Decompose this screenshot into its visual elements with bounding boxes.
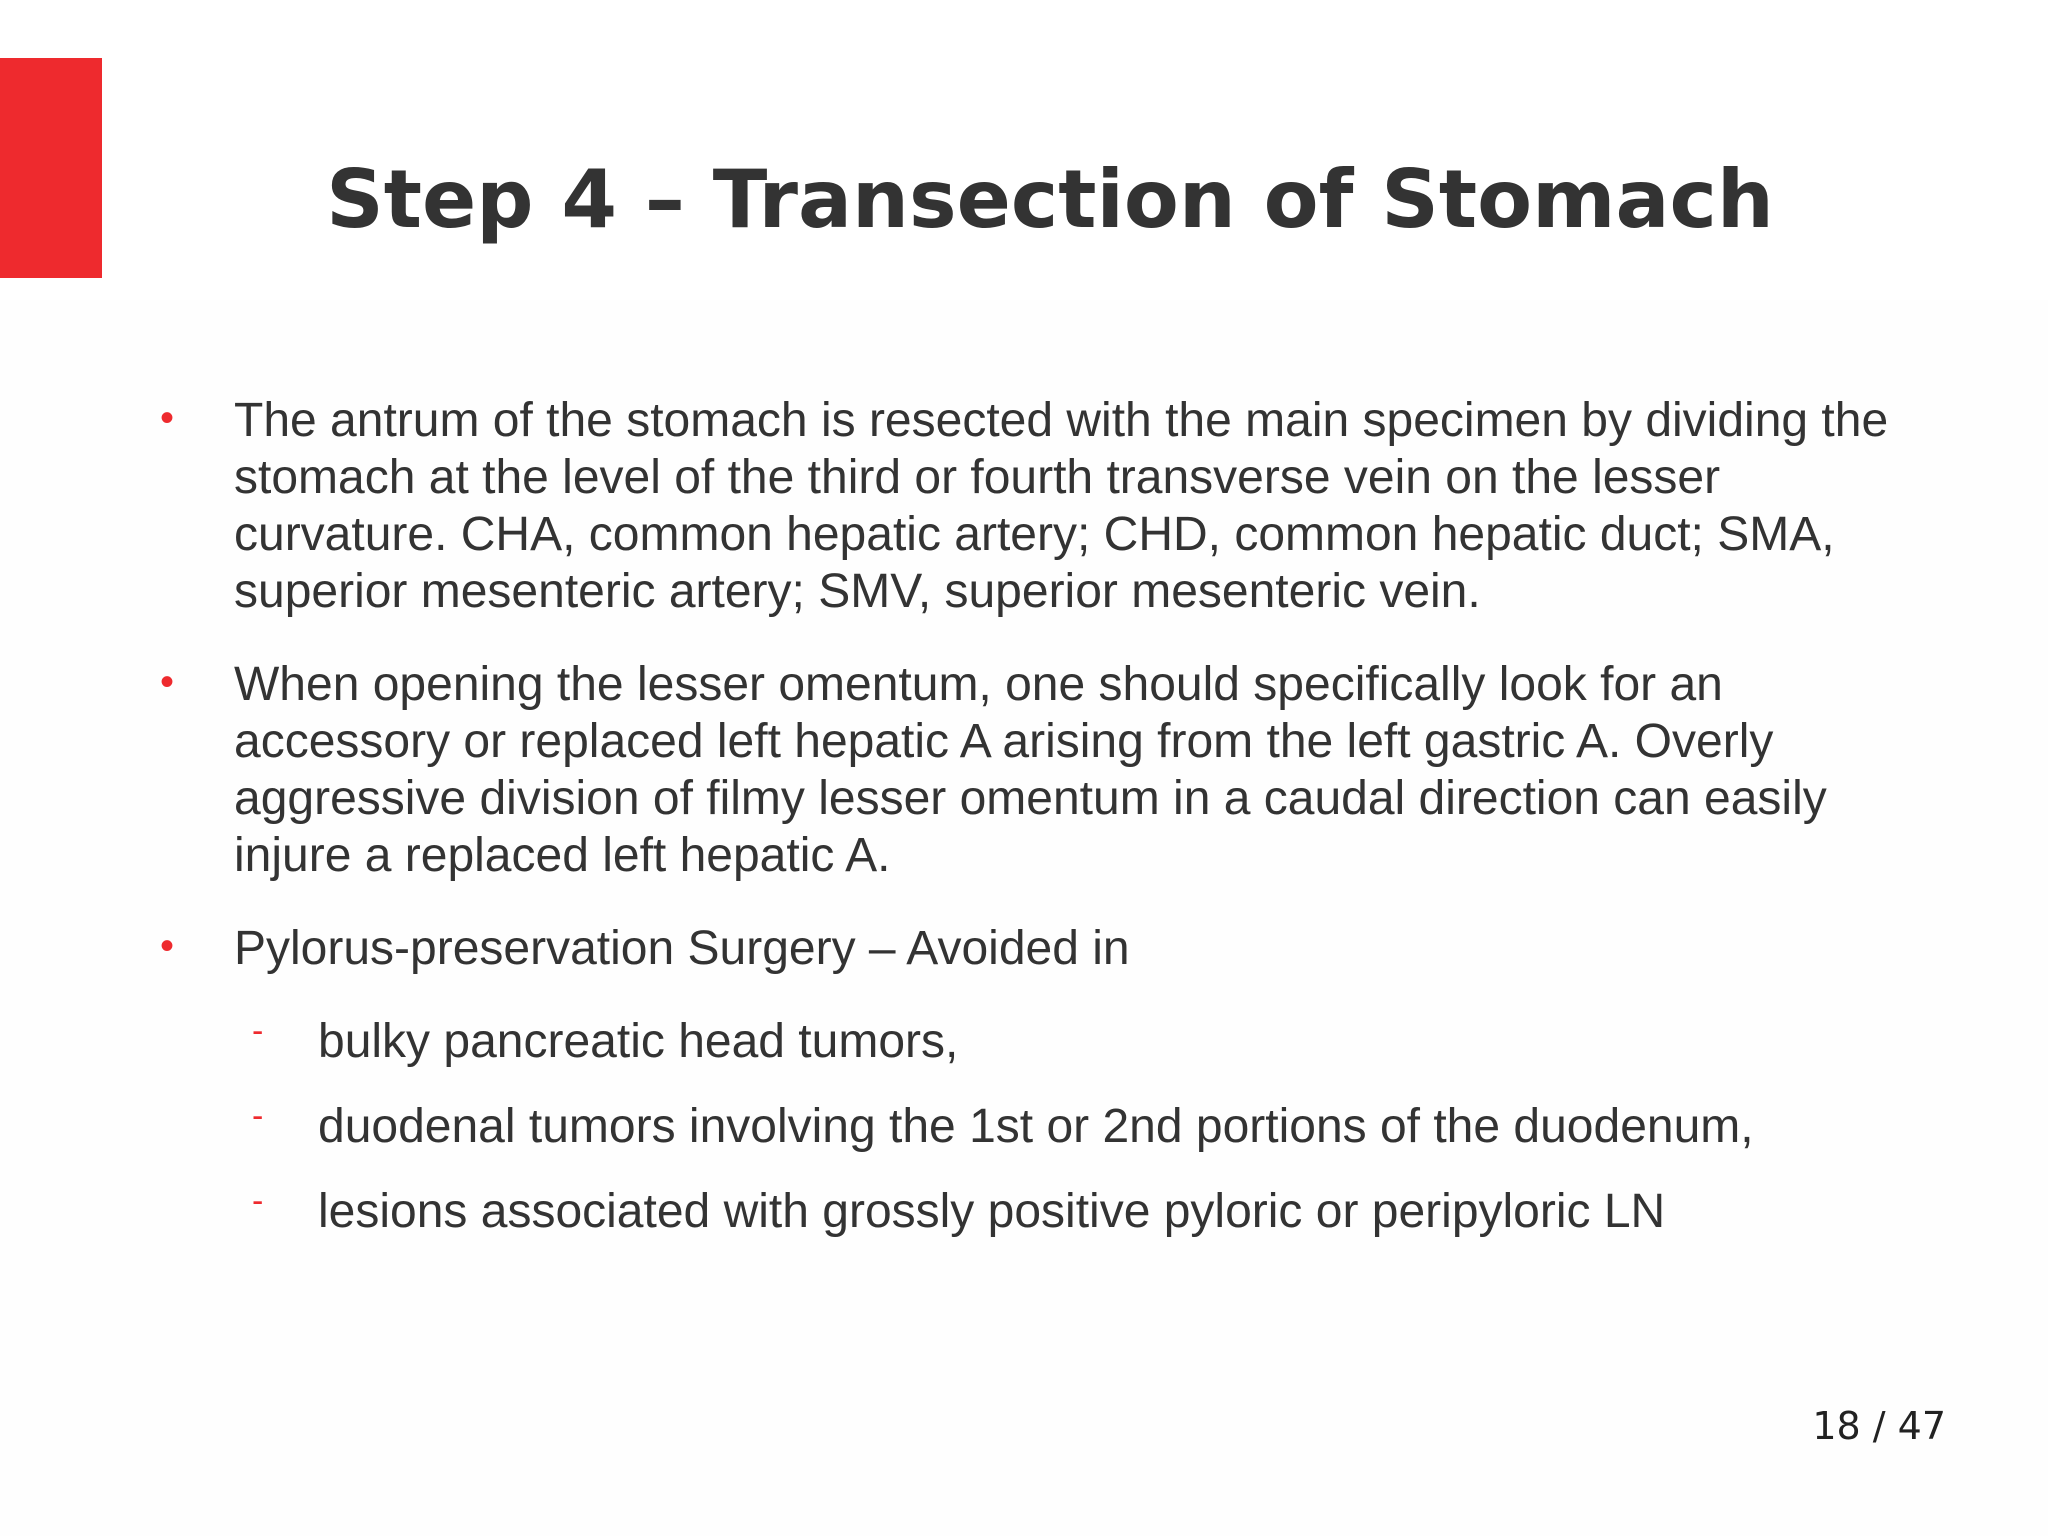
sub-bullet-marker: - <box>252 1012 264 1050</box>
sub-bullet-marker: - <box>252 1182 264 1220</box>
bullet-text: Pylorus-preservation Surgery – Avoided in <box>234 922 1130 975</box>
sub-bullet-item <box>160 1183 1920 1240</box>
sub-bullet-text: lesions associated with grossly positive pyloric or peripyloric LN <box>318 1185 1666 1238</box>
bullet-marker: • <box>160 660 175 704</box>
slide-content <box>160 392 1920 1268</box>
accent-bar <box>0 58 102 278</box>
sub-bullet-text: bulky pancreatic head tumors, <box>318 1015 959 1068</box>
bullet-marker: • <box>160 396 175 440</box>
bullet-marker: • <box>160 924 175 968</box>
sub-bullet-text: duodenal tumors involving the 1st or 2nd portions of the duodenum, <box>318 1100 1754 1153</box>
bullet-text: When opening the lesser omentum, one should specifically look for an accessory or replaced left hepatic A arising from the left gastric A. Overly aggressive division of filmy lesser omentum in a caudal direction can easily injure a replaced left hepatic A. <box>234 658 1827 882</box>
bullet-item <box>160 920 1920 977</box>
sub-bullet-item <box>160 1098 1920 1155</box>
sub-bullet-item <box>160 1013 1920 1070</box>
bullet-item <box>160 392 1920 620</box>
bullet-text: The antrum of the stomach is resected with the main specimen by dividing the stomach at the level of the third or fourth transverse vein on the lesser curvature. CHA, common hepatic artery; CHD, common hepatic duct; SMA, superior mesenteric artery; SMV, superior mesenteric vein. <box>234 394 1889 618</box>
slide-title: Step 4 – Transection of Stomach <box>326 153 1774 246</box>
sub-bullet-marker: - <box>252 1097 264 1135</box>
page-number: 18 / 47 <box>1812 1404 1946 1448</box>
bullet-item <box>160 656 1920 884</box>
